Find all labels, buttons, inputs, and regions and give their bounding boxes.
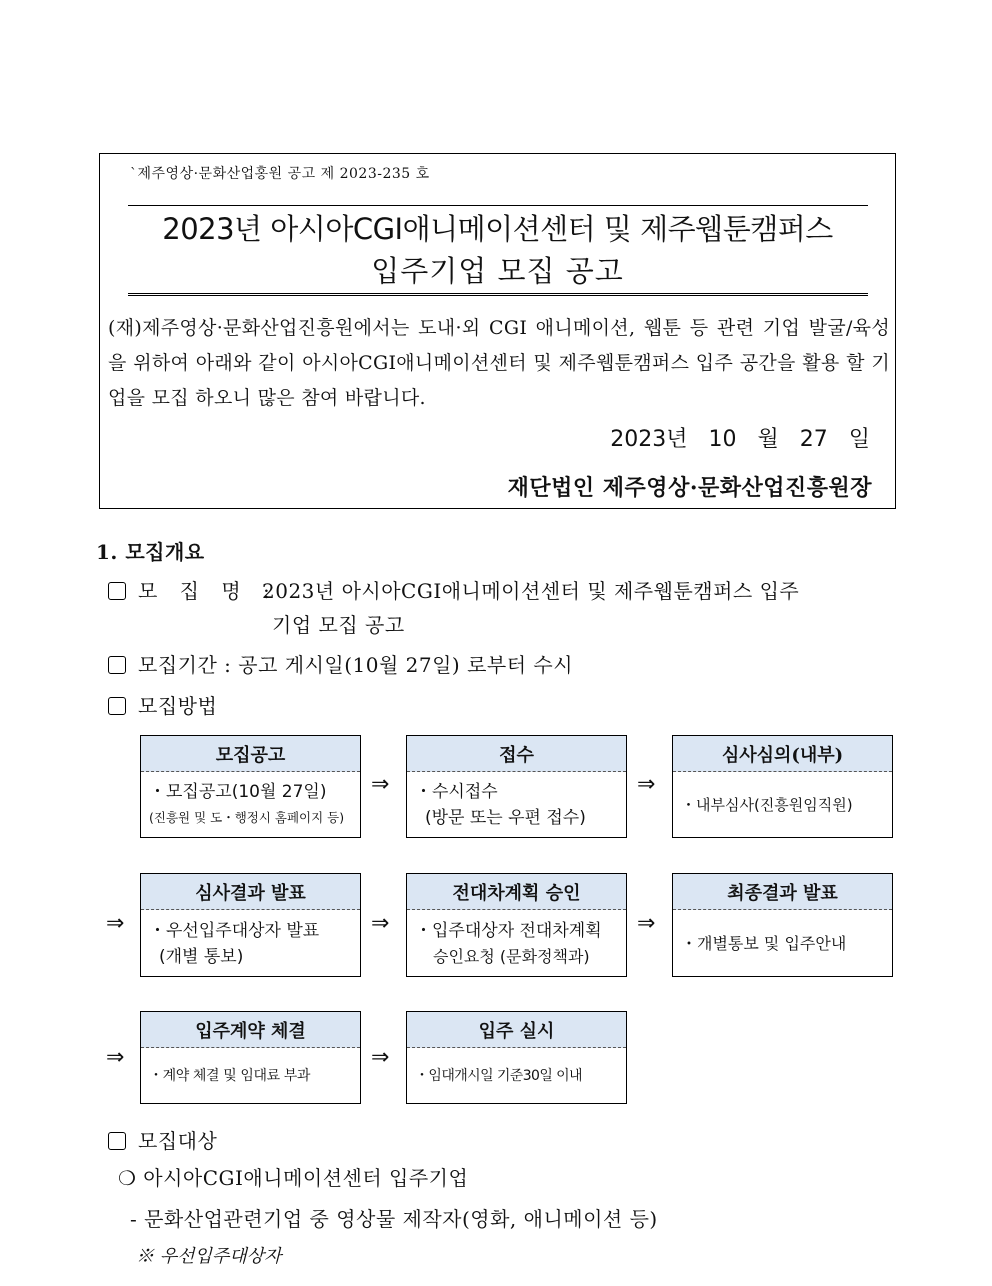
flow-step-title: 입주계약 체결 [141,1012,360,1048]
flow-arrow: ⇒ [637,772,656,797]
checkbox-icon [108,1132,126,1150]
flow-step-line: ・우선입주대상자 발표 [149,920,320,941]
flow-step-title: 심사심의(내부) [673,736,892,772]
notice-title-line-1: 2023년 아시아CGI애니메이션센터 및 제주웹툰캠퍼스 [162,212,833,246]
recruit-target-detail: - 문화산업관련기업 중 영상물 제작자(영화, 애니메이션 등) [130,1207,658,1231]
notice-date: 2023년 10 월 27 일 [610,427,870,452]
flow-step-sublease-approval [406,873,627,977]
recruit-method-label: 모집방법 [138,694,218,718]
flow-step-lease-contract [140,1011,361,1104]
recruit-name-label: 모 집 명 : [138,579,278,603]
flow-step-recruit-notice [140,735,361,838]
flow-step-body [407,1048,626,1104]
notice-intro: (재)제주영상·문화산업진흥원에서는 도내·외 CGI 애니메이션, 웹툰 등 관련 기업 발굴/육성을 위하여 아래와 같이 아시아CGI애니메이션센터 및 제주웹툰캠퍼스 입주 공간을 활용 할 기업을 모집 하오니 많은 참여 바랍니다. [108,317,890,409]
recruit-name-row [108,575,799,604]
flow-step-body [141,772,360,838]
flow-step-body [407,910,626,977]
flow-step-body [141,1048,360,1104]
title-divider-bottom [128,293,868,296]
recruit-period-row [108,649,573,678]
section-heading: 1. 모집개요 [96,540,205,564]
flow-step-title: 전대차계획 승인 [407,874,626,910]
flow-arrow: ⇒ [371,1045,390,1070]
flow-step-line: ・임대개시일 기준30일 이내 [415,1068,582,1084]
flow-step-body [673,910,892,977]
flow-arrow: ⇒ [371,911,390,936]
checkbox-icon [108,656,126,674]
recruit-target-label: 모집대상 [138,1129,218,1153]
recruit-method-row [108,690,217,719]
notice-number: `제주영상·문화산업홍원 공고 제 2023-235 호 [130,166,430,182]
title-divider-top [128,205,868,206]
flow-step-line: ・계약 체결 및 임대료 부과 [149,1068,311,1084]
flow-step-review-result [140,873,361,977]
recruit-name-value-line-2: 기업 모집 공고 [272,613,405,637]
flow-step-line: (방문 또는 우편 접수) [425,808,586,828]
flow-step-reception [406,735,627,838]
flow-step-title: 모집공고 [141,736,360,772]
flow-step-line: 승인요청 (문화정책과) [433,946,590,966]
flow-step-line: (개별 통보) [159,946,244,967]
flow-step-line: (진흥원 및 도・행정시 홈페이지 등) [149,810,345,825]
notice-title-line-2: 입주기업 모집 공고 [371,254,624,288]
flow-step-title: 입주 실시 [407,1012,626,1048]
flow-arrow: ⇒ [106,1045,125,1070]
flow-step-line: ・모집공고(10월 27일) [149,782,327,802]
recruit-period-value: 공고 게시일(10월 27일) 로부터 수시 [238,653,574,677]
flow-arrow: ⇒ [371,772,390,797]
flow-step-title: 접수 [407,736,626,772]
flow-step-body [407,772,626,838]
flow-step-line: ・입주대상자 전대차계획 [415,920,602,941]
notice-issuer: 재단법인 제주영상·문화산업진흥원장 [507,475,872,501]
flow-step-body [141,910,360,977]
flow-step-final-result [672,873,893,977]
recruit-target-note: ※ 우선입주대상자 [136,1246,282,1267]
flow-arrow: ⇒ [106,911,125,936]
flow-step-line: ・수시접수 [415,782,498,802]
flow-step-body [673,772,892,838]
recruit-name-value: 2023년 아시아CGI애니메이션센터 및 제주웹툰캠퍼스 입주 [262,579,800,603]
flow-step-move-in [406,1011,627,1104]
flow-arrow: ⇒ [637,911,656,936]
checkbox-icon [108,582,126,600]
recruit-period-label: 모집기간 : [138,653,232,677]
flow-step-title: 심사결과 발표 [141,874,360,910]
flow-step-line: ・내부심사(진흥원임직원) [681,796,853,814]
flow-step-line: ・개별통보 및 입주안내 [681,933,847,953]
flow-step-title: 최종결과 발표 [673,874,892,910]
recruit-target-subheading: ❍ 아시아CGI애니메이션센터 입주기업 [118,1166,469,1190]
flow-step-internal-review [672,735,893,838]
recruit-target-row [108,1125,217,1154]
checkbox-icon [108,697,126,715]
